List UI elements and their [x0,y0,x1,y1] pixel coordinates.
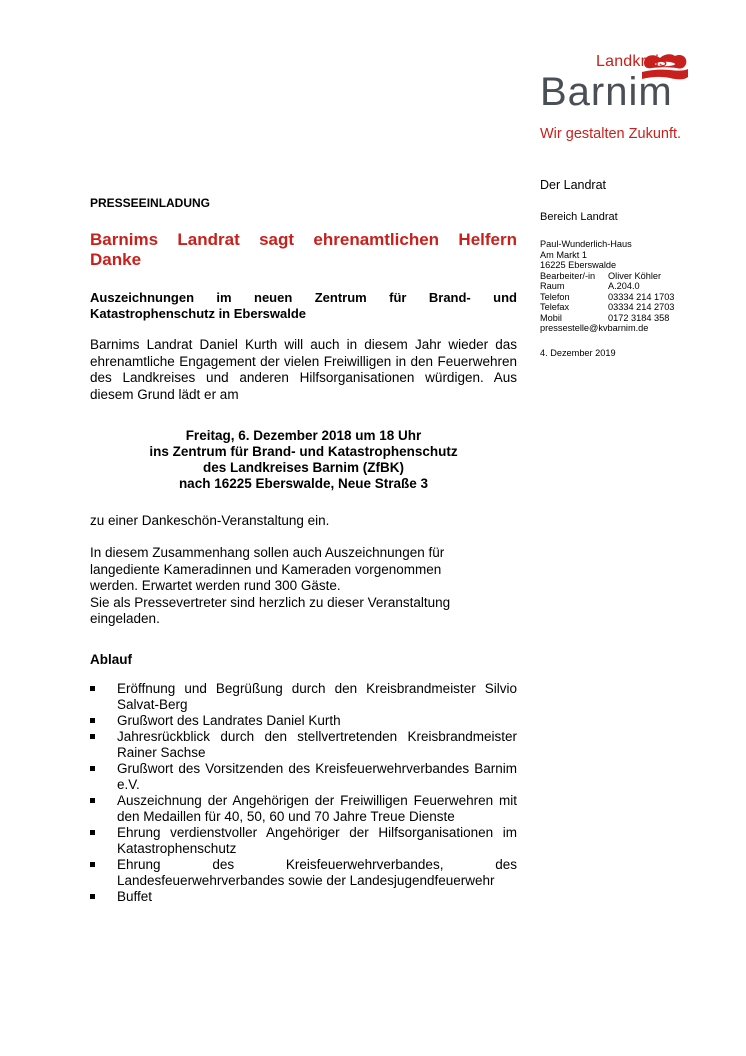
title-line-1: Barnims Landrat sagt ehrenamtlichen Helfern [90,230,517,249]
sidebar-address-block [540,239,674,334]
sidebar-date: 4. Dezember 2019 [540,348,616,358]
bullet-icon [90,894,95,899]
event-date-line: Freitag, 6. Dezember 2018 um 18 Uhr [185,428,422,443]
page-title [90,230,517,270]
sidebar-email[interactable]: pressestelle@kvbarnim.de [540,323,649,333]
bullet-icon [90,766,95,771]
agenda-item: Ehrung verdienstvoller Angehöriger der Hilfsorganisationen im Katastrophenschutz [90,825,517,857]
contact-label: Telefon [540,291,570,302]
bullet-icon [90,718,95,723]
intro-paragraph: Barnims Landrat Daniel Kurth will auch in diesem Jahr wieder das ehrenamtliche Engagement der vielen Freiwilligen in den Feuerwehren des Landkreises und anderen Hilfsorganisationen würdigen. Aus diesem Grund lädt er am [90,337,517,402]
event-venue-line-2: des Landkreises Barnim (ZfBK) [202,460,405,475]
contact-label: Bearbeiter/-in [540,270,596,281]
contact-label: Telefax [540,302,570,312]
bullet-icon [90,862,95,867]
event-details [90,428,517,492]
bullet-icon [90,830,95,835]
subtitle: Auszeichnungen im neuen Zentrum für Brand- und Katastrophenschutz in Eberswalde [90,290,517,321]
details-paragraph [90,545,517,628]
contact-value: 03334 214 2703 [608,302,675,312]
sidebar-contact-grid [540,271,674,324]
sidebar-department: Bereich Landrat [540,211,618,223]
sidebar-city: 16225 Eberswalde [540,260,617,270]
title-line-2: Danke [90,250,142,269]
sidebar-office: Der Landrat [540,178,607,192]
details-line: In diesem Zusammenhang sollen auch Auszeichnungen für [90,545,445,560]
sidebar-street: Am Markt 1 [540,249,587,260]
event-address-line: nach 16225 Eberswalde, Neue Straße 3 [178,476,429,491]
agenda-item: Auszeichnung der Angehörigen der Freiwilligen Feuerwehren mit den Medaillen für 40, 50, 60 und 70 Jahre Treue Dienste [90,793,517,825]
invite-line: zu einer Dankeschön-Veranstaltung ein. [90,513,330,528]
details-line: Sie als Pressevertreter sind herzlich zu dieser Veranstaltung [90,594,451,610]
contact-value: A.204.0 [608,281,640,291]
logo-landkreis-text: Landkreis [596,53,668,70]
contact-label: Mobil [540,312,562,323]
press-kicker: PRESSEEINLADUNG [90,196,211,210]
agenda-item: Buffet [90,889,517,905]
agenda-item: Eröffnung und Begrüßung durch den Kreisbrandmeister Silvio Salvat-Berg [90,681,517,713]
bullet-icon [90,798,95,803]
sidebar-building: Paul-Wunderlich-Haus [540,239,632,249]
contact-value: 0172 3184 358 [608,312,670,323]
agenda-heading: Ablauf [90,652,132,667]
landkreis-barnim-logo [540,50,700,145]
agenda-item: Grußwort des Landrates Daniel Kurth [90,713,517,729]
details-line: eingeladen. [90,611,160,626]
event-venue-line: ins Zentrum für Brand- und Katastrophenschutz [149,444,458,459]
logo-claim-text: Wir gestalten Zukunft. [540,126,682,142]
contact-label: Raum [540,281,565,291]
details-line: langediente Kameradinnen und Kameraden vorgenommen [90,561,442,577]
bullet-icon [90,686,95,691]
details-line: werden. Erwartet werden rund 300 Gäste. [90,578,341,593]
contact-value: 03334 214 1703 [608,291,675,302]
agenda-item: Grußwort des Vorsitzenden des Kreisfeuerwehrverbandes Barnim e.V. [90,761,517,793]
bullet-icon [90,734,95,739]
logo-barnim-text: Barnim [540,70,673,114]
agenda-item: Ehrung des Kreisfeuerwehrverbandes, des Landesfeuerwehrverbandes sowie der Landesjugendfeuerwehr [90,857,517,889]
agenda-item: Jahresrückblick durch den stellvertretenden Kreisbrandmeister Rainer Sachse [90,729,517,761]
contact-value: Oliver Köhler [608,270,662,281]
agenda-list [90,681,517,905]
